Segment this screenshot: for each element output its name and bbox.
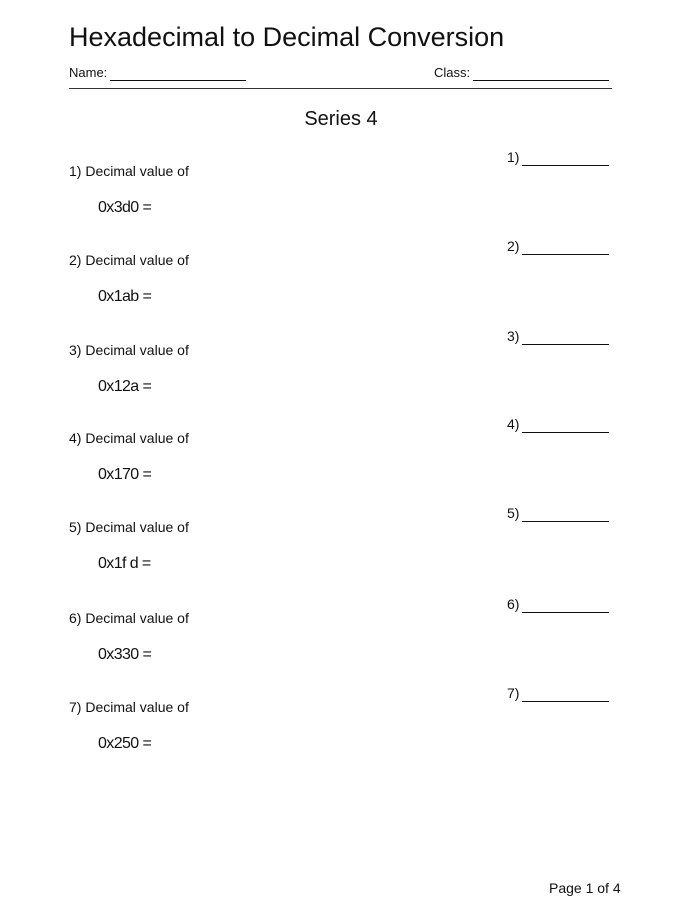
answer-slot-6[interactable] (507, 595, 609, 613)
question-5 (69, 518, 189, 572)
answer-slot-3[interactable] (507, 327, 609, 345)
answer-label: 2) (507, 238, 520, 254)
answer-slot-1[interactable] (507, 148, 609, 166)
question-6 (69, 609, 189, 663)
answer-label: 6) (507, 596, 520, 612)
question-label: 5) Decimal value of (69, 519, 189, 535)
question-7 (69, 698, 189, 752)
name-blank-line[interactable] (110, 68, 246, 81)
question-expression: 0x170 = (98, 466, 152, 483)
class-blank-line[interactable] (473, 68, 609, 81)
name-field[interactable] (69, 65, 246, 81)
question-label: 4) Decimal value of (69, 430, 189, 446)
answer-label: 1) (507, 149, 520, 165)
series-heading: Series 4 (304, 108, 378, 130)
answer-slot-4[interactable] (507, 415, 609, 433)
answer-label: 5) (507, 505, 520, 521)
class-label: Class: (434, 65, 471, 80)
question-expression: 0x3d0 = (98, 199, 152, 216)
question-label: 6) Decimal value of (69, 610, 189, 626)
question-expression: 0x12a = (98, 378, 152, 395)
question-expression: 0x1f d = (98, 555, 151, 572)
page-number: Page 1 of 4 (549, 880, 621, 896)
question-4 (69, 429, 189, 483)
answer-slot-5[interactable] (507, 504, 609, 522)
answer-blank-line[interactable] (522, 332, 609, 345)
question-expression: 0x330 = (98, 646, 152, 663)
answer-blank-line[interactable] (522, 600, 609, 613)
answer-label: 3) (507, 328, 520, 344)
question-2 (69, 251, 189, 305)
question-label: 3) Decimal value of (69, 342, 189, 358)
answer-label: 4) (507, 416, 520, 432)
question-3 (69, 341, 189, 395)
answer-blank-line[interactable] (522, 242, 609, 255)
class-field[interactable] (434, 65, 609, 81)
question-1 (69, 162, 189, 216)
question-expression: 0x1ab = (98, 288, 152, 305)
answer-slot-7[interactable] (507, 684, 609, 702)
name-label: Name: (69, 65, 108, 80)
answer-blank-line[interactable] (522, 509, 609, 522)
question-label: 1) Decimal value of (69, 163, 189, 179)
answer-label: 7) (507, 685, 520, 701)
header-divider (69, 88, 612, 89)
answer-blank-line[interactable] (522, 153, 609, 166)
answer-slot-2[interactable] (507, 237, 609, 255)
question-expression: 0x250 = (98, 735, 152, 752)
answer-blank-line[interactable] (522, 420, 609, 433)
worksheet-title: Hexadecimal to Decimal Conversion (69, 22, 505, 52)
question-label: 7) Decimal value of (69, 699, 189, 715)
question-label: 2) Decimal value of (69, 252, 189, 268)
answer-blank-line[interactable] (522, 689, 609, 702)
